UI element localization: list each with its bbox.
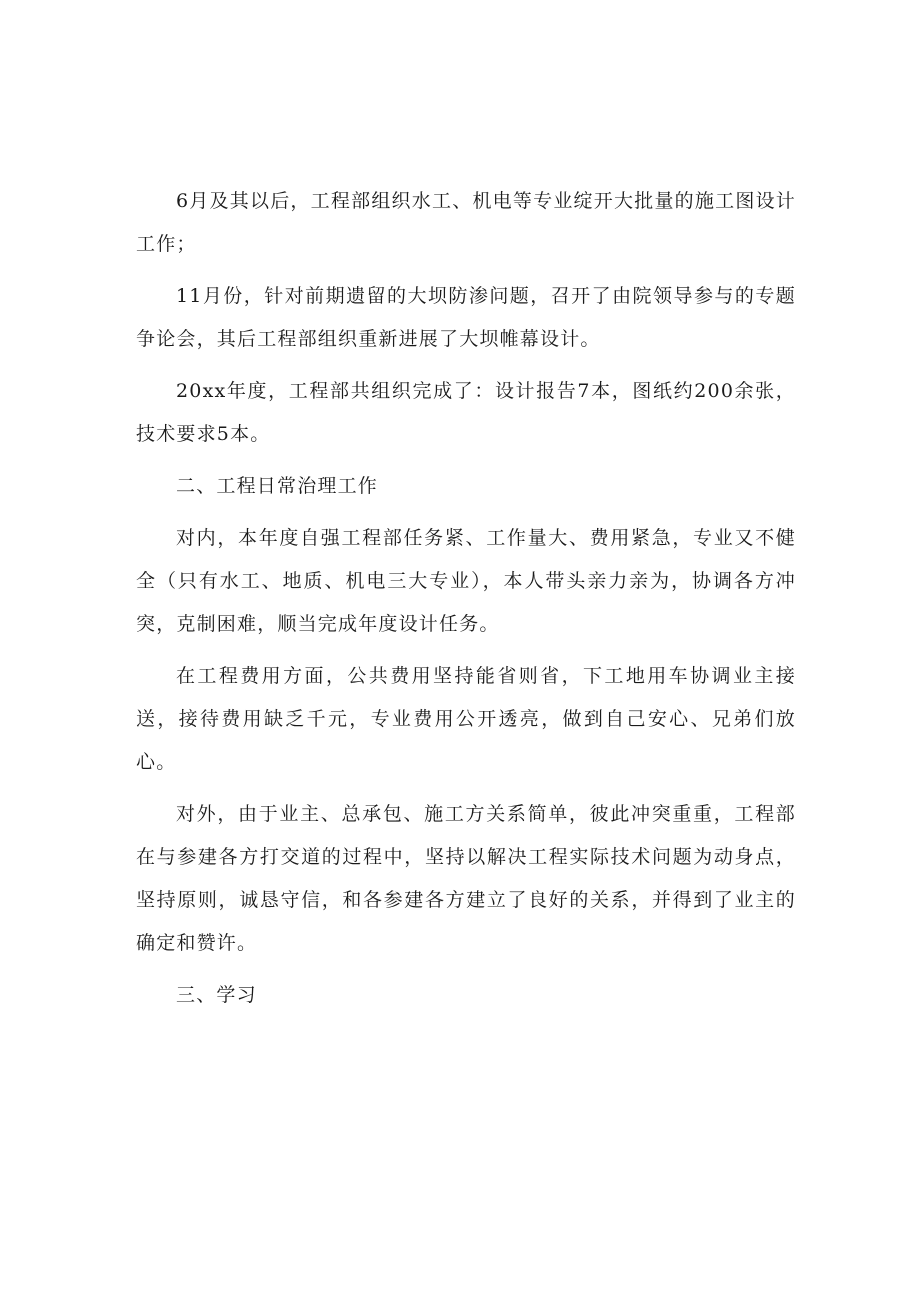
paragraph-costs: 在工程费用方面，公共费用坚持能省则省，下工地用车协调业主接送，接待费用缺乏千元，专业费用公开透亮，做到自己安心、兄弟们放心。 — [136, 665, 796, 773]
paragraph-internal: 对内，本年度自强工程部任务紧、工作量大、费用紧急，专业又不健全（只有水工、地质、机电三大专业），本人带头亲力亲为，协调各方冲突，克制困难，顺当完成年度设计任务。 — [136, 527, 796, 635]
document-body — [136, 180, 796, 1026]
paragraph-november-work: 11月份，针对前期遗留的大坝防渗问题，召开了由院领导参与的专题争论会，其后工程部组织重新进展了大坝帷幕设计。 — [136, 285, 796, 350]
paragraph-annual-summary: 20xx年度，工程部共组织完成了：设计报告7本，图纸约200余张，技术要求5本。 — [136, 380, 796, 445]
paragraph-external: 对外，由于业主、总承包、施工方关系简单，彼此冲突重重，工程部在与参建各方打交道的过程中，坚持以解决工程实际技术问题为动身点，坚持原则，诚恳守信，和各参建各方建立了良好的关系，并得到了业主的确定和赞许。 — [136, 803, 796, 954]
paragraph-june-work: 6月及其以后，工程部组织水工、机电等专业绽开大批量的施工图设计工作； — [136, 190, 796, 255]
section-heading-daily-management: 二、工程日常治理工作 — [176, 475, 379, 497]
section-heading-study: 三、学习 — [176, 984, 257, 1006]
